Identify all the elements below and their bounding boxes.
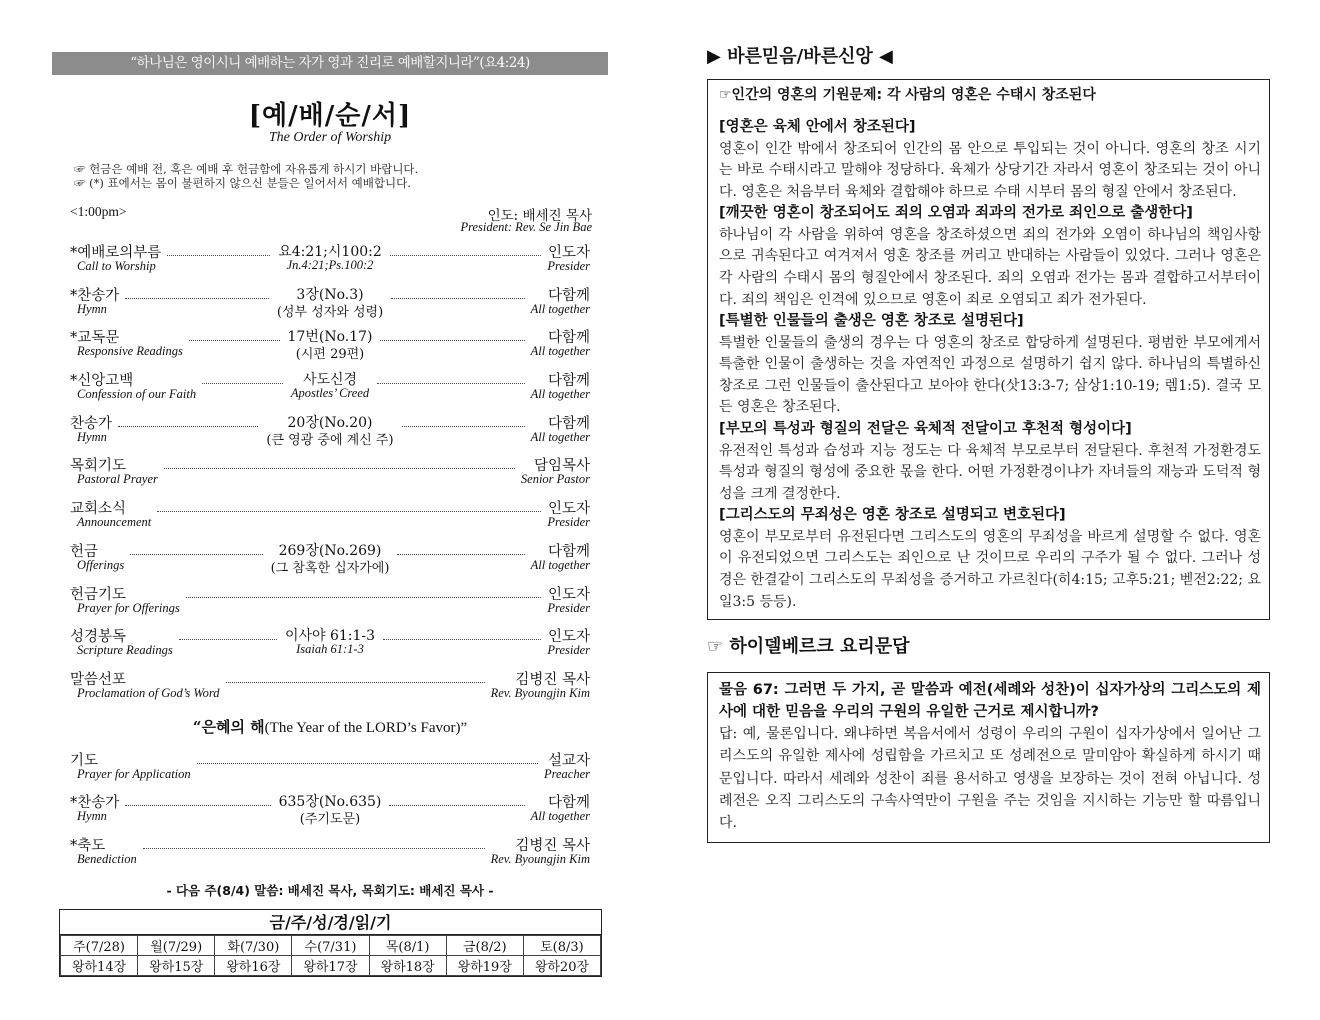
item-detail-sub: Jn.4:21;Ps.100:2: [286, 258, 374, 272]
worship-item: [70, 284, 590, 327]
item-korean-name: 성경봉독: [70, 629, 127, 646]
reading-day: 토(8/3): [523, 935, 600, 955]
reading-day: 화(7/30): [215, 935, 292, 955]
reading-chapter: 왕하16장: [215, 955, 292, 975]
item-leader: 다함께: [547, 373, 590, 390]
item-detail-sub: (큰 영광 중에 계신 주): [266, 432, 394, 448]
item-detail-sub: (주기도문): [299, 812, 361, 828]
worship-item: [70, 583, 590, 626]
item-leader: 다함께: [547, 415, 590, 432]
item-leader: 설교자: [547, 752, 590, 769]
article-heading: [부모의 특성과 형질의 전달은 육체적 전달이고 후천적 형성이다]: [719, 421, 1132, 438]
item-leader-english: Presider: [547, 600, 590, 615]
item-detail: 사도신경: [302, 372, 358, 389]
item-leader-english: All together: [530, 301, 590, 316]
item-korean-name: 찬송가: [70, 415, 113, 432]
item-leader: 다함께: [547, 287, 590, 304]
item-detail: 3장(No.3): [296, 286, 364, 303]
item-leader: 인도자: [547, 586, 590, 603]
dotted-leader: [186, 597, 541, 598]
catechism-answer: 답: 예, 물론입니다. 왜냐하면 복음서에서 성령이 우리의 구원이 십자가상에서 일어난 그리스도의 유일한 제사에 성립함을 가르치고 또 성례전으로 말미암아 확실하게 하시기 때문입니다. 따라서 세례와 성찬이 죄를 용서하고 영생을 보장하는 것이 전혀 아닙니다. 성례전은 오직 그리스도의 구속사역만이 구원을 주는 것임을 지시하는 기능만 할 따름입니다.: [719, 726, 1261, 831]
dotted-leader: [125, 298, 269, 299]
item-leader-english: All together: [530, 809, 590, 824]
dotted-leader: [179, 639, 277, 640]
item-detail-sub: (시편 29편): [295, 347, 365, 363]
item-korean-name: 말씀선포: [70, 671, 127, 688]
item-detail: 이사야 61:1-3: [284, 628, 376, 645]
worship-item: [70, 540, 590, 583]
item-korean-name: 교회소식: [70, 501, 127, 518]
reading-chapter: 왕하17장: [292, 955, 369, 975]
item-english-name: Benediction: [77, 851, 137, 866]
item-korean-name: *축도: [70, 837, 106, 854]
worship-item: [70, 497, 590, 540]
bulletin-articles-page: [707, 42, 1270, 843]
item-leader-english: Rev. Byoungjin Kim: [490, 685, 590, 700]
dotted-leader: [389, 805, 525, 806]
dotted-leader: [202, 383, 283, 384]
item-korean-name: 기도: [70, 752, 99, 769]
item-detail: 17번(No.17): [287, 329, 373, 346]
section-catechism-heading: ☞ 하이델베르크 요리문답: [707, 636, 910, 658]
reading-day: 목(8/1): [369, 935, 446, 955]
catechism-box: [707, 672, 1270, 843]
sermon-series-english: (The Year of the LORD’s Favor)”: [264, 719, 468, 736]
item-english-name: Prayer for Application: [77, 766, 191, 781]
worship-order-closing-list: [52, 749, 608, 877]
worship-item: [70, 412, 590, 455]
dotted-leader: [189, 340, 280, 341]
item-korean-name: 헌금기도: [70, 586, 127, 603]
article-paragraph: 특별한 인물들의 출생의 경우는 다 영혼의 창조로 합당하게 설명된다. 평범한 부모에게서 특출한 인물이 출생하는 것을 자연적인 과정으로 설명하기 쉽지 않다. 하나님의 특별하신 창조로 그런 인물들이 출산된다고 보아야 한다(삿13:3-7; 삼상1:10-19; 렘1:5). 결국 모든 영혼은 창조된다.: [719, 334, 1261, 416]
item-leader: 인도자: [547, 245, 590, 261]
item-korean-name: *찬송가: [70, 795, 120, 812]
dotted-leader: [377, 383, 525, 384]
reading-chapters-row: [61, 955, 601, 975]
worship-item: [70, 241, 590, 284]
dotted-leader: [402, 426, 525, 427]
dotted-leader: [125, 805, 271, 806]
item-leader: 담임목사: [533, 458, 590, 475]
item-detail: 요4:21;시100:2: [278, 244, 382, 260]
worship-item: [70, 369, 590, 412]
faith-article-box: [707, 79, 1270, 620]
reading-chapter: 왕하14장: [61, 955, 138, 975]
sermon-series-title: [52, 714, 608, 744]
page-subtitle: The Order of Worship: [268, 130, 392, 145]
article-paragraph: 유전적인 특성과 습성과 지능 정도는 다 육체적 부모로부터 전달된다. 후천적 가정환경도 특성과 형질의 형성에 중요한 몫을 한다. 어떤 가정환경이냐가 자녀들의 재능과 도덕적 형성을 크게 결정한다.: [719, 442, 1261, 502]
item-english-name: Offerings: [77, 557, 125, 572]
section-right-faith-heading: ▶ 바른믿음/바른신앙 ◀: [707, 46, 893, 67]
article-intro: ☞인간의 영혼의 기원문제: 각 사람의 영혼은 수태시 창조된다: [719, 87, 1096, 103]
item-korean-name: 목회기도: [70, 458, 127, 475]
item-english-name: Hymn: [77, 809, 107, 824]
item-english-name: Proclamation of God’s Word: [77, 685, 220, 700]
worship-order-list: [52, 241, 608, 711]
catechism-question: 물음 67: 그러면 두 가지, 곧 말씀과 예전(세례와 성찬)이 십자가상의 그리스도의 제사에 대한 믿음을 우리의 구원의 유일한 근거로 제시합니까?: [719, 682, 1261, 721]
notice-list: [74, 162, 608, 190]
article-heading: [깨끗한 영혼이 창조되어도 죄의 오염과 죄과의 전가로 죄인으로 출생한다]: [719, 205, 1193, 222]
reading-day: 금(8/2): [446, 935, 523, 955]
dotted-leader: [143, 848, 485, 849]
article-paragraph: 영혼이 부모로부터 유전된다면 그리스도의 영혼의 무죄성을 바르게 설명할 수 없다. 영혼이 유전되었으면 그리스도는 죄인으로 난 것이므로 우리의 구주가 될 수 없다. 그러나 성경은 한결같이 그리스도의 무죄성을 증거하고 가르친다(히4:15; 고후5:21; 벧전2:22; 요일3:5 등등).: [719, 528, 1261, 610]
item-detail-sub: Apostles’ Creed: [290, 386, 370, 401]
item-leader: 김병진 목사: [515, 671, 590, 688]
item-leader-english: All together: [530, 387, 590, 402]
notice-standing: ☞ (*) 표에서는 몸이 불편하지 않으신 분들은 일어서서 예배합니다.: [74, 176, 411, 190]
article-blocks: [719, 117, 1261, 613]
item-leader: 다함께: [547, 330, 590, 347]
item-leader: 다함께: [547, 543, 590, 560]
dotted-leader: [197, 763, 538, 764]
item-english-name: Pastoral Prayer: [77, 472, 158, 487]
item-leader-english: Presider: [547, 259, 590, 273]
item-leader-english: Presider: [547, 643, 590, 658]
item-leader: 인도자: [547, 629, 590, 646]
reading-day: 월(7/29): [138, 935, 215, 955]
leader-english: President: Rev. Se Jin Bae: [460, 220, 592, 234]
page-title: [예/배/순/서]: [248, 101, 412, 131]
worship-item: [70, 326, 590, 369]
reading-day: 수(7/31): [292, 935, 369, 955]
dotted-leader: [380, 340, 525, 341]
item-english-name: Confession of our Faith: [77, 387, 197, 402]
reading-chapter: 왕하18장: [369, 955, 446, 975]
item-detail-sub: Isaiah 61:1-3: [296, 642, 364, 657]
worship-item: [70, 668, 590, 711]
item-korean-name: *찬송가: [70, 287, 120, 304]
leader-korean: 인도: 배세진 목사: [487, 208, 592, 224]
dotted-leader: [226, 682, 485, 683]
reading-chapter: 왕하15장: [138, 955, 215, 975]
service-time: <1:00pm>: [70, 204, 127, 219]
worship-item: [70, 791, 590, 834]
item-english-name: Announcement: [77, 515, 152, 530]
article-heading: [특별한 인물들의 출생은 영혼 창조로 설명된다]: [719, 313, 1024, 330]
reading-days-row: [61, 935, 601, 955]
sermon-series-korean: “은혜의 해: [192, 717, 265, 736]
item-korean-name: 헌금: [70, 543, 99, 560]
scripture-banner: “하나님은 영이시니 예배하는 자가 영과 진리로 예배할지니라”(요4:24): [52, 52, 608, 75]
article-paragraph: 영혼이 인간 밖에서 창조되어 인간의 몸 안으로 투입되는 것이 아니다. 영혼의 창조 시기는 바로 수태시라고 말해야 정당하다. 육체가 상당기간 자라서 영혼이 창조되는 것이 아니다. 영혼은 처음부터 육체와 결합해야 하므로 수태 시부터 몸의 형질 안에서 창조된다.: [719, 140, 1261, 200]
worship-item: [70, 834, 590, 877]
article-heading: [영혼은 육체 안에서 창조된다]: [719, 119, 916, 135]
item-korean-name: *신앙고백: [70, 373, 134, 390]
item-leader-english: All together: [530, 557, 590, 572]
dotted-leader: [397, 554, 525, 555]
item-korean-name: *교독문: [70, 330, 120, 347]
reading-chapter: 왕하19장: [446, 955, 523, 975]
item-detail: 635장(No.635): [278, 794, 382, 811]
reading-day: 주(7/28): [61, 935, 138, 955]
item-english-name: Responsive Readings: [77, 344, 183, 359]
item-leader-english: All together: [530, 344, 590, 359]
worship-item: [70, 625, 590, 668]
notice-offering: ☞ 헌금은 예배 전, 혹은 예배 후 헌금함에 자유롭게 하시기 바랍니다.: [74, 162, 419, 176]
dotted-leader: [167, 255, 270, 256]
item-leader: 인도자: [547, 501, 590, 518]
item-korean-name: *예배로의부름: [70, 245, 162, 261]
dotted-leader: [390, 255, 541, 256]
worship-item: [70, 454, 590, 497]
item-leader: 다함께: [547, 795, 590, 812]
reading-table: [60, 935, 601, 976]
item-detail-sub: (성부 성자와 성령): [276, 304, 384, 320]
item-leader-english: Rev. Byoungjin Kim: [490, 851, 590, 866]
item-english-name: Hymn: [77, 429, 107, 444]
item-leader: 김병진 목사: [515, 837, 590, 854]
weekly-bible-reading: [59, 909, 602, 977]
item-detail-sub: (그 참혹한 십자가에): [270, 560, 390, 576]
item-leader-english: All together: [530, 429, 590, 444]
next-week-notice: - 다음 주(8/4) 말씀: 배세진 목사, 목회기도: 배세진 목사 -: [166, 882, 494, 898]
dotted-leader: [130, 554, 263, 555]
dotted-leader: [118, 426, 258, 427]
item-detail: 269장(No.269): [278, 542, 382, 559]
item-english-name: Prayer for Offerings: [77, 600, 180, 615]
item-detail: 20장(No.20): [287, 414, 373, 431]
reading-title: 금/주/성/경/읽/기: [60, 910, 601, 935]
worship-item: [70, 749, 590, 792]
article-paragraph: 하나님이 각 사람을 위하여 영혼을 창조하셨으면 죄의 전가와 오염이 하나님의 책임사항으로 귀속된다고 여겨져서 영혼 창조를 꺼리고 반대하는 사람들이 있었다. 그러나 영혼은 각 사람의 수태시 몸의 형질안에서 창조된다. 죄의 오염과 전가는 몸과 결합하고서부터이다. 죄의 책임은 인격에 있으므로 영혼이 죄로 오염되고 죄가 전가된다.: [719, 226, 1261, 308]
item-leader-english: Senior Pastor: [520, 472, 590, 487]
item-english-name: Call to Worship: [77, 259, 156, 273]
item-english-name: Scripture Readings: [77, 643, 173, 658]
item-english-name: Hymn: [77, 301, 107, 316]
service-time-row: [70, 202, 608, 236]
dotted-leader: [157, 511, 541, 512]
reading-chapter: 왕하20장: [523, 955, 600, 975]
dotted-leader: [164, 468, 515, 469]
order-of-worship-page: [52, 52, 608, 977]
item-leader-english: Presider: [547, 515, 590, 530]
item-leader-english: Preacher: [543, 766, 590, 781]
dotted-leader: [383, 639, 541, 640]
article-heading: [그리스도의 무죄성은 영혼 창조로 설명되고 변호된다]: [719, 507, 1066, 524]
dotted-leader: [391, 298, 525, 299]
